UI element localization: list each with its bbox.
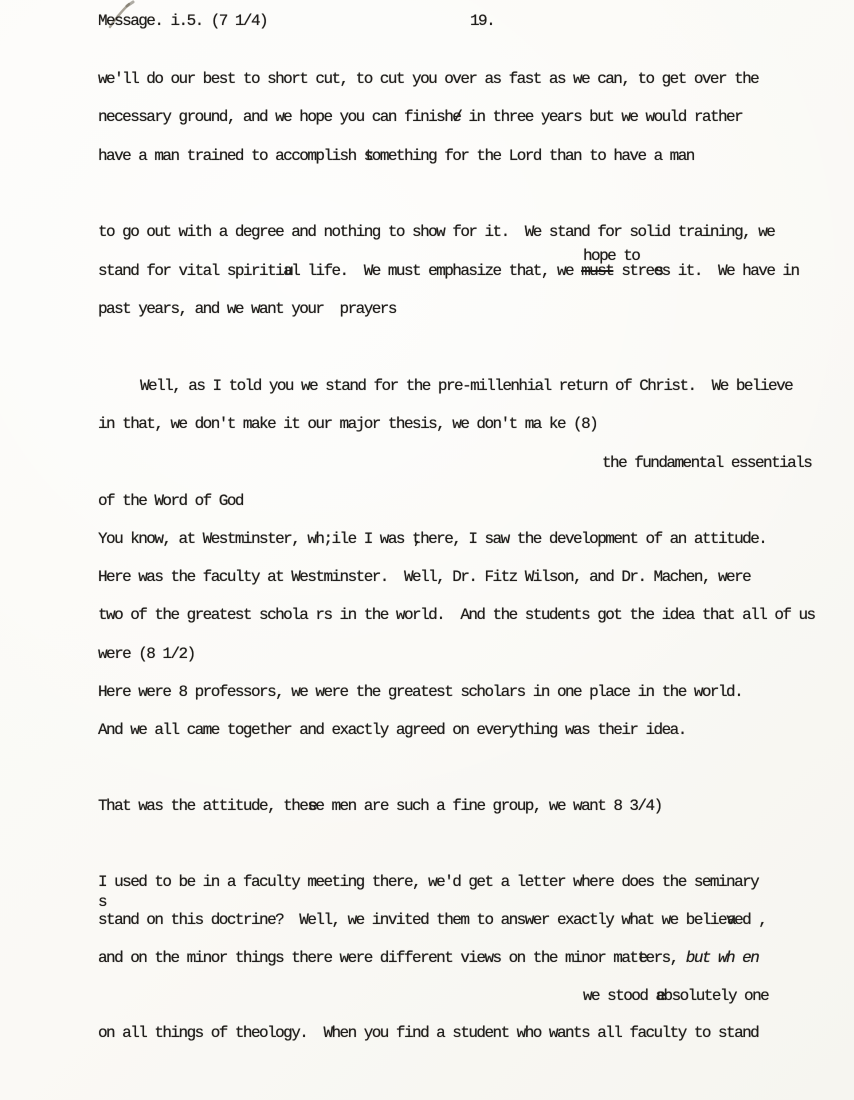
body-line: And we all came together and exactly agreed on everything was their idea. bbox=[98, 721, 686, 739]
overstrike-characters: t , bbox=[412, 530, 420, 549]
body-line: Here was the faculty at Westminster. Well, Dr. Fitz Wilson, and Dr. Machen, were bbox=[98, 568, 751, 586]
body-line: Here were 8 professors, we were the greatest scholars in one place in the world. bbox=[98, 683, 743, 701]
struck-out-word: must bbox=[581, 262, 614, 280]
body-line: were (8 1/2) bbox=[98, 645, 195, 663]
body-line: and on the minor things there were different views on the minor matt eers, but wh en bbox=[98, 949, 758, 968]
body-line: the fundamental essentials bbox=[602, 454, 812, 472]
overstrike-characters: s t bbox=[364, 147, 372, 166]
body-line: Well, as I told you we stand for the pre-millenhial return of Christ. We believe bbox=[140, 377, 793, 395]
overstrike-characters: s e bbox=[307, 797, 315, 816]
body-line: stand on this doctrine? Well, we invited them to answer exactly what we believ aed , bbox=[98, 911, 766, 930]
body-line: stand for vital spiritia ul life. We must emphasize that, we must stree ss it. We have in bbox=[98, 262, 799, 281]
body-line: I used to be in a faculty meeting there, we'd get a letter where does the seminary bbox=[98, 873, 759, 891]
body-line: That was the attitude, thes ee men are such a fine group, we want 8 3/4) bbox=[98, 797, 662, 816]
body-line: You know, at Westminster, wh;ile I was t ,here, I saw the development of an attitude. bbox=[98, 530, 766, 549]
body-line: we'll do our best to short cut, to cut you over as fast as we can, to get over the bbox=[98, 70, 759, 88]
inserted-correction-line: hope to bbox=[583, 247, 640, 265]
overstrike-characters: t e bbox=[637, 949, 645, 968]
header-label: Message. i.5. (7 1/4) bbox=[98, 12, 268, 30]
body-line: we stood a ebsolutely one bbox=[583, 987, 768, 1006]
body-line: on all things of theology. When you find a student who wants all faculty to stand bbox=[98, 1024, 759, 1042]
body-line: in that, we don't make it our major thesis, we don't ma ke (8) bbox=[98, 415, 598, 433]
body-line: have a man trained to accomplish s tomething for the Lord than to have a man bbox=[98, 147, 694, 166]
overstrike-characters: e / bbox=[452, 108, 460, 127]
body-line: two of the greatest schola rs in the world. And the students got the idea that all of us bbox=[98, 606, 815, 624]
body-line: past years, and we want your prayers bbox=[98, 300, 396, 318]
overstrike-characters: e s bbox=[654, 262, 662, 281]
overstrike-characters: v a bbox=[726, 911, 734, 930]
body-line: to go out with a degree and nothing to show for it. We stand for solid training, we bbox=[98, 223, 775, 241]
inserted-correction-line: s bbox=[98, 893, 107, 911]
overstrike-characters: a u bbox=[283, 262, 291, 281]
body-line: of the Word of God bbox=[98, 492, 243, 510]
body-line: necessary ground, and we hope you can finishe / in three years but we would rather bbox=[98, 108, 742, 127]
page-number: 19. bbox=[470, 12, 495, 30]
overstrike-characters: a e bbox=[655, 987, 663, 1006]
